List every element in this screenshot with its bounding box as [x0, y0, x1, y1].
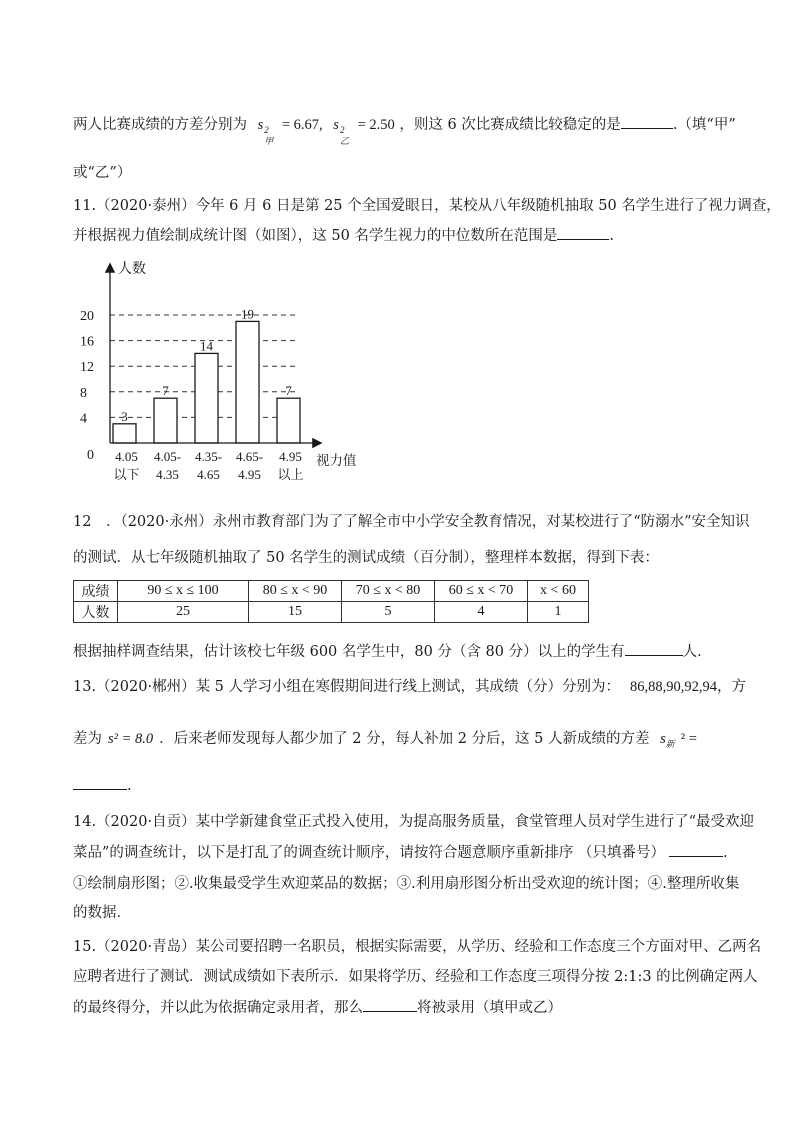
bar-value-label: 3 — [121, 408, 128, 424]
x-category-label: 4.35 — [156, 467, 179, 482]
bar-value-label: 14 — [200, 338, 213, 354]
q10-text-b: ，则这 6 次比赛成绩比较稳定的是 — [399, 117, 621, 133]
q12-line2: 的测试．从七年级随机抽取了 50 名学生的测试成绩（百分制），整理样本数据，得到下表： — [73, 550, 659, 566]
y-tick-label: 0 — [87, 448, 94, 463]
chart-y-ticks — [80, 309, 94, 463]
x-category-label: 4.65 — [197, 467, 220, 482]
x-category-label: 以上 — [277, 468, 304, 483]
table-cell: 70 ≤ x < 80 — [342, 581, 435, 602]
q13-line3: . — [73, 776, 132, 796]
table-cell: x < 60 — [528, 581, 589, 602]
y-axis-label: 人数 — [118, 261, 146, 277]
q12-line1: 12 ．（2020·永州）永州市教育部门为了了解全市中小学安全教育情况，对某校进行了“防溺水”安全知识 — [73, 514, 750, 530]
q11-text: 并根据视力值绘制成统计图（如图），这 50 名学生视力的中位数所在范围是 — [73, 228, 558, 244]
table-cell: 4 — [435, 602, 528, 623]
q13-line1: 13.（2020·郴州）某 5 人学习小组在寒假期间进行线上测试，其成绩（分）分别为： 86,88,90,92,94，方 — [73, 679, 747, 695]
var-b: s 2 乙 — [333, 117, 349, 146]
table-cell: 60 ≤ x < 70 — [435, 581, 528, 602]
y-tick-label: 20 — [80, 309, 94, 324]
chart-bars — [113, 306, 300, 443]
bar — [113, 424, 136, 443]
q11-line1: 11.（2020·泰州）今年 6 月 6 日是第 25 个全国爱眼日，某校从八年级随机抽取 50 名学生进行了视力调查， — [73, 198, 781, 214]
table-row — [74, 602, 589, 623]
q15-line3: 的最终得分，并以此为依据确定录用者，那么 将被录用（填甲或乙） — [73, 1000, 562, 1016]
q15-line1: 15.（2020·青岛）某公司要招聘一名职员，根据实际需要，从学历、经验和工作态度三个方面对甲、乙两名 — [73, 939, 762, 955]
answer-blank[interactable] — [363, 999, 417, 1012]
vision-bar-chart — [80, 255, 370, 490]
table-row — [74, 581, 589, 602]
table-header-score: 成绩 — [74, 581, 118, 602]
q12-line3: 根据抽样调查结果，估计该校七年级 600 名学生中，80 分（含 80 分）以上的学生有 人． — [73, 644, 712, 660]
scores-list: 86,88,90,92,94 — [630, 679, 718, 695]
x-category-label: 4.95 — [238, 467, 261, 482]
x-category-label: 4.65- — [235, 449, 264, 464]
x-category-label: 4.95 — [279, 449, 302, 464]
bar-value-label: 7 — [162, 383, 169, 399]
q11-line2: 并根据视力值绘制成统计图（如图），这 50 名学生视力的中位数所在范围是 . — [73, 228, 615, 244]
variance-value: s² = 8.0 — [108, 731, 154, 747]
bar-value-label: 19 — [241, 306, 254, 322]
table-cell: 5 — [342, 602, 435, 623]
q14-line4: 的数据． — [73, 905, 131, 921]
q10-text-a: 两人比赛成绩的方差分别为 — [73, 117, 247, 133]
bar-value-label: 7 — [285, 383, 292, 399]
chart-x-categories — [113, 449, 303, 483]
table-cell: 1 — [528, 602, 589, 623]
bar — [277, 398, 300, 443]
x-category-label: 4.05- — [153, 449, 182, 464]
answer-blank[interactable] — [557, 227, 609, 240]
var-b-value: = 2.50 — [357, 117, 395, 133]
q10-line1 — [73, 115, 736, 146]
x-category-label: 4.35- — [194, 449, 223, 464]
table-header-count: 人数 — [74, 602, 118, 623]
table-cell: 80 ≤ x < 90 — [249, 581, 342, 602]
y-tick-label: 16 — [80, 334, 94, 350]
table-cell: 90 ≤ x ≤ 100 — [118, 581, 249, 602]
x-axis-label: 视力值 — [316, 453, 357, 469]
q13-line2: 差为 s² = 8.0 ．后来老师发现每人都少加了 2 分，每人补加 2 分后，这 5 人新成绩的方差 $s_新$ ² = — [73, 731, 697, 750]
bar — [154, 398, 177, 443]
answer-blank[interactable] — [73, 777, 127, 790]
var-a: s 2 甲 — [257, 117, 274, 146]
table-cell: 15 — [249, 602, 342, 623]
q14-line1: 14.（2020·自贡）某中学新建食堂正式投入使用，为提高服务质量，食堂管理人员对学生进行了“最受欢迎 — [73, 814, 754, 830]
answer-blank[interactable] — [669, 844, 723, 857]
x-category-label: 4.05 — [115, 449, 138, 464]
q15-line2: 应聘者进行了测试．测试成绩如下表所示．如果将学历、经验和工作态度三项得分按 2:1:3 的比例确定两人 — [73, 969, 758, 985]
y-tick-label: 8 — [80, 385, 87, 401]
y-tick-label: 12 — [80, 360, 94, 376]
score-table — [73, 580, 589, 623]
y-tick-label: 4 — [80, 411, 87, 427]
q14-line2: 菜品”的调查统计，以下是打乱了的调查统计顺序，请按符合题意顺序重新排序 （只填番号） . — [73, 845, 728, 861]
q10-text-c: .（填“甲” — [672, 117, 736, 133]
bar — [195, 353, 218, 443]
bar — [236, 321, 259, 443]
answer-blank[interactable] — [625, 643, 683, 656]
q14-line3: ①绘制扇形图；②.收集最受学生欢迎菜品的数据；③.利用扇形图分析出受欢迎的统计图；④.整理所收集 — [73, 876, 740, 892]
table-cell: 25 — [118, 602, 249, 623]
answer-blank[interactable] — [621, 116, 673, 129]
x-category-label: 以下 — [113, 468, 140, 483]
q10-line2: 或“乙”） — [73, 165, 132, 181]
var-a-value: = 6.67, — [281, 117, 323, 133]
